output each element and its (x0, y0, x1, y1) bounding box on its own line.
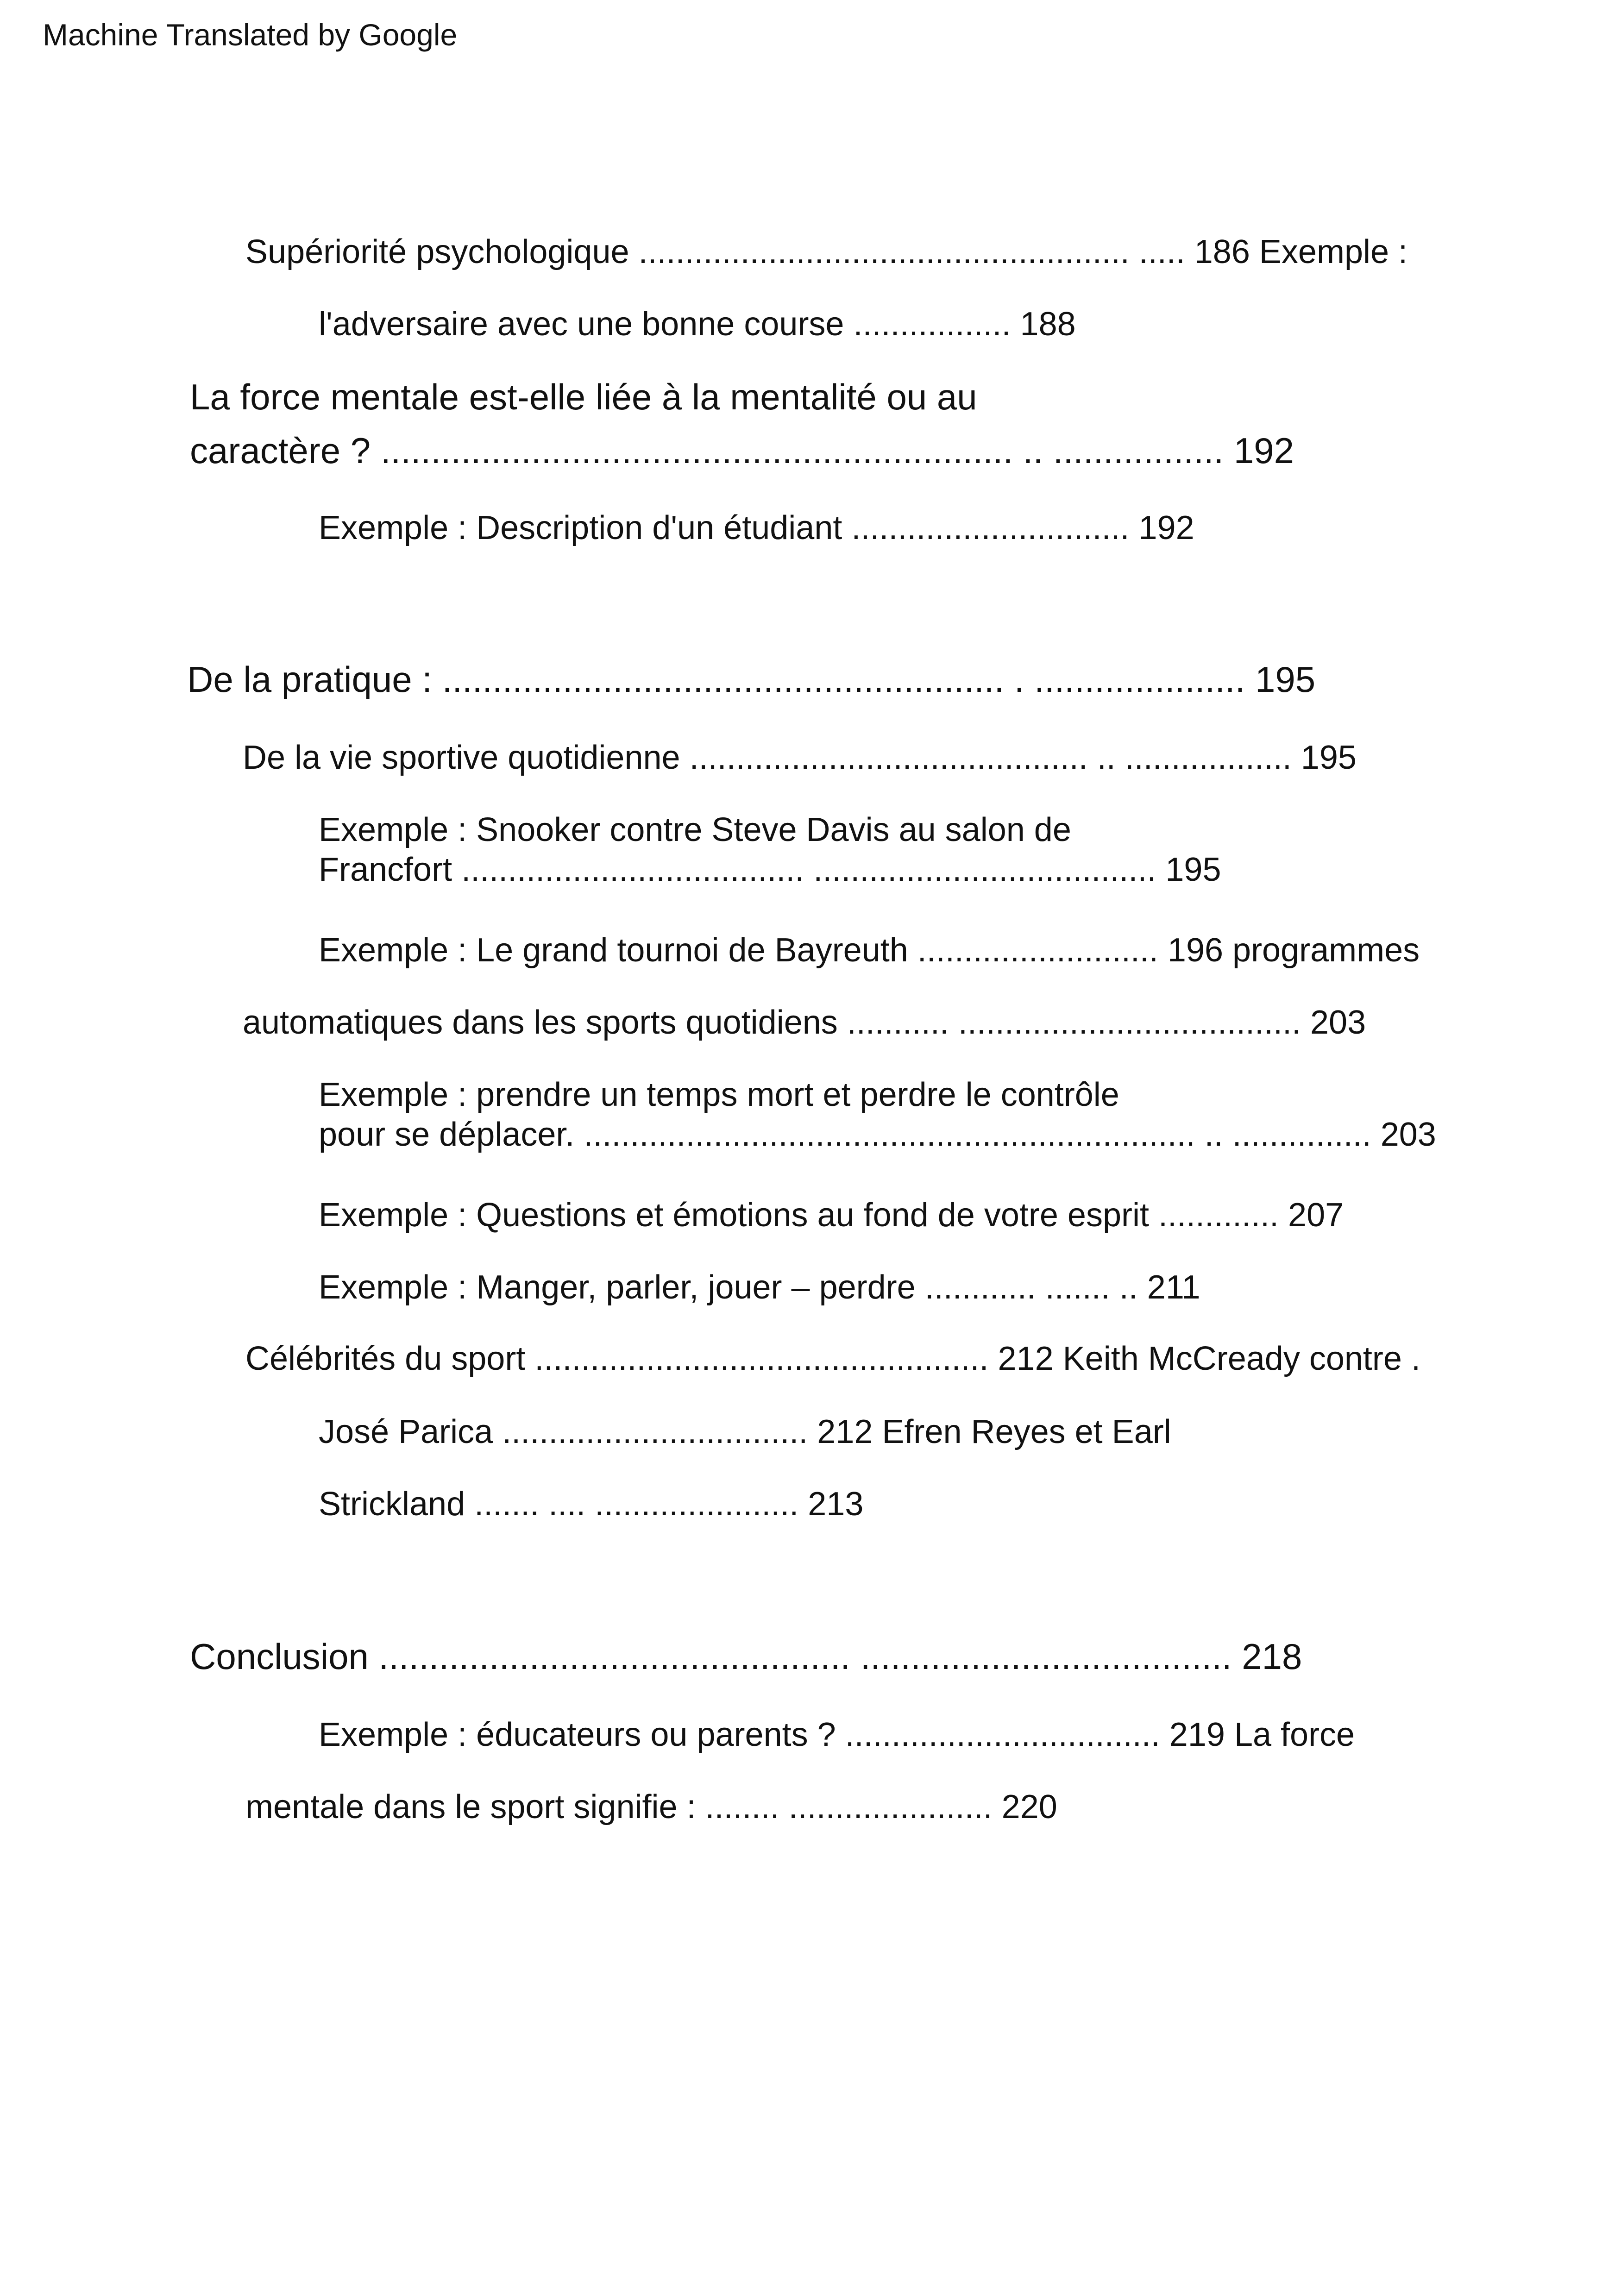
toc-entry: Exemple : prendre un temps mort et perdre le contrôle (319, 1076, 1119, 1113)
toc-entry: mentale dans le sport signifie : ........ ...................... 220 (245, 1788, 1057, 1826)
toc-entry: Exemple : Le grand tournoi de Bayreuth .......................... 196 programmes (319, 932, 1420, 969)
toc-entry: Célébrités du sport ................................................. 212 Keith McCready contre . (245, 1340, 1420, 1377)
toc-entry: José Parica ................................. 212 Efren Reyes et Earl (319, 1413, 1171, 1450)
toc-entry: caractère ? ............................................................... .. ................. 192 (190, 430, 1294, 471)
toc-entry: pour se déplacer. .................................................................. .. ............... 203 (319, 1116, 1436, 1153)
toc-entry: De la vie sportive quotidienne ........................................... .. .................. 195 (243, 739, 1357, 776)
toc-entry: Supériorité psychologique ..................................................... ..... 186 Exemple : (245, 233, 1408, 270)
toc-entry: Francfort ..................................... ..................................... 195 (319, 851, 1221, 888)
toc-entry: Strickland ....... .... ...................... 213 (319, 1486, 864, 1523)
toc-entry: Conclusion ............................................... ..................................... 218 (190, 1636, 1302, 1677)
toc-entry: La force mentale est-elle liée à la mentalité ou au (190, 376, 977, 417)
toc-entry: automatiques dans les sports quotidiens ........... ..................................... 203 (243, 1004, 1366, 1041)
toc-entry: Exemple : Snooker contre Steve Davis au salon de (319, 811, 1071, 848)
toc-entry: De la pratique : ........................................................ . ..................... 195 (187, 659, 1316, 700)
toc-entry: Exemple : Manger, parler, jouer – perdre ............ ....... .. 211 (319, 1269, 1200, 1306)
watermark: Machine Translated by Google (43, 18, 458, 52)
toc-entry: Exemple : Description d'un étudiant .............................. 192 (319, 509, 1194, 546)
toc-entry: Exemple : éducateurs ou parents ? .................................. 219 La force (319, 1716, 1355, 1753)
toc-entry: l'adversaire avec une bonne course ................. 188 (319, 306, 1076, 343)
toc-entry: Exemple : Questions et émotions au fond de votre esprit ............. 207 (319, 1197, 1344, 1234)
